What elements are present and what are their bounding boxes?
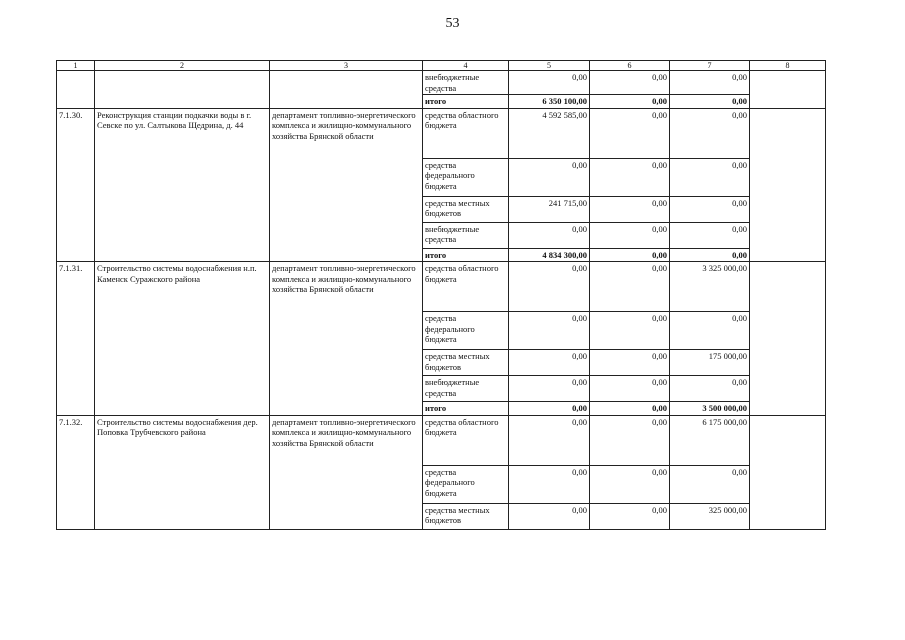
amount-col7: 0,00 xyxy=(670,465,750,503)
item-name-cell xyxy=(95,71,270,109)
amount-col7: 0,00 xyxy=(670,158,750,196)
header-cell: 2 xyxy=(95,61,270,71)
header-cell: 3 xyxy=(270,61,423,71)
amount-col7: 0,00 xyxy=(670,71,750,95)
funding-source: средства федерального бюджета xyxy=(423,465,509,503)
amount-col5: 4 834 300,00 xyxy=(509,248,590,262)
amount-col5: 0,00 xyxy=(509,503,590,529)
header-row xyxy=(57,61,826,71)
funding-source: внебюджетные средства xyxy=(423,222,509,248)
funding-source: итого xyxy=(423,248,509,262)
funding-source: внебюджетные средства xyxy=(423,376,509,402)
amount-col6: 0,00 xyxy=(590,312,670,350)
amount-col7: 0,00 xyxy=(670,108,750,158)
header-cell: 1 xyxy=(57,61,95,71)
amount-col7: 3 325 000,00 xyxy=(670,262,750,312)
header-cell: 4 xyxy=(423,61,509,71)
funding-source: средства местных бюджетов xyxy=(423,350,509,376)
amount-col5: 0,00 xyxy=(509,222,590,248)
funding-source: итого xyxy=(423,402,509,416)
table-row xyxy=(57,71,826,95)
amount-col6: 0,00 xyxy=(590,71,670,95)
amount-col5: 0,00 xyxy=(509,402,590,416)
note-cell xyxy=(750,415,826,529)
item-name: Реконструкция станции подкачки воды в г. Севске по ул. Салтыкова Щедрина, д. 44 xyxy=(95,108,270,262)
amount-col5: 0,00 xyxy=(509,415,590,465)
item-id: 7.1.30. xyxy=(57,108,95,262)
funding-source: средства областного бюджета xyxy=(423,108,509,158)
amount-col6: 0,00 xyxy=(590,248,670,262)
funding-source: средства местных бюджетов xyxy=(423,503,509,529)
item-executor: департамент топливно-энергетического комплекса и жилищно-коммунального хозяйства Брянской области xyxy=(270,262,423,416)
amount-col6: 0,00 xyxy=(590,108,670,158)
item-executor: департамент топливно-энергетического комплекса и жилищно-коммунального хозяйства Брянской области xyxy=(270,415,423,529)
amount-col7: 0,00 xyxy=(670,376,750,402)
funding-source: средства федерального бюджета xyxy=(423,158,509,196)
amount-col6: 0,00 xyxy=(590,503,670,529)
amount-col7: 0,00 xyxy=(670,312,750,350)
header-cell: 7 xyxy=(670,61,750,71)
note-cell xyxy=(750,262,826,416)
amount-col5: 0,00 xyxy=(509,350,590,376)
amount-col7: 0,00 xyxy=(670,222,750,248)
item-id: 7.1.32. xyxy=(57,415,95,529)
amount-col7: 0,00 xyxy=(670,196,750,222)
budget-table xyxy=(56,60,826,530)
amount-col6: 0,00 xyxy=(590,95,670,109)
funding-source: средства областного бюджета xyxy=(423,262,509,312)
amount-col5: 4 592 585,00 xyxy=(509,108,590,158)
amount-col7: 0,00 xyxy=(670,95,750,109)
header-cell: 5 xyxy=(509,61,590,71)
item-executor: департамент топливно-энергетического комплекса и жилищно-коммунального хозяйства Брянской области xyxy=(270,108,423,262)
item-executor-cell xyxy=(270,71,423,109)
table-row xyxy=(57,108,826,158)
header-cell: 8 xyxy=(750,61,826,71)
amount-col6: 0,00 xyxy=(590,262,670,312)
amount-col6: 0,00 xyxy=(590,402,670,416)
amount-col6: 0,00 xyxy=(590,196,670,222)
amount-col7: 175 000,00 xyxy=(670,350,750,376)
amount-col5: 0,00 xyxy=(509,376,590,402)
amount-col6: 0,00 xyxy=(590,465,670,503)
header-cell: 6 xyxy=(590,61,670,71)
amount-col7: 325 000,00 xyxy=(670,503,750,529)
amount-col6: 0,00 xyxy=(590,415,670,465)
amount-col6: 0,00 xyxy=(590,350,670,376)
amount-col6: 0,00 xyxy=(590,158,670,196)
item-name: Строительство системы водоснабжения н.п. Каменск Суражского района xyxy=(95,262,270,416)
table-row xyxy=(57,415,826,465)
note-cell xyxy=(750,71,826,109)
amount-col6: 0,00 xyxy=(590,222,670,248)
amount-col6: 0,00 xyxy=(590,376,670,402)
item-id: 7.1.31. xyxy=(57,262,95,416)
amount-col5: 241 715,00 xyxy=(509,196,590,222)
note-cell xyxy=(750,108,826,262)
funding-source: итого xyxy=(423,95,509,109)
amount-col5: 6 350 100,00 xyxy=(509,95,590,109)
funding-source: внебюджетные средства xyxy=(423,71,509,95)
amount-col7: 6 175 000,00 xyxy=(670,415,750,465)
amount-col5: 0,00 xyxy=(509,312,590,350)
table-row xyxy=(57,262,826,312)
page-number: 53 xyxy=(445,16,460,31)
amount-col7: 3 500 000,00 xyxy=(670,402,750,416)
item-id-cell xyxy=(57,71,95,109)
amount-col5: 0,00 xyxy=(509,262,590,312)
amount-col5: 0,00 xyxy=(509,158,590,196)
item-name: Строительство системы водоснабжения дер. Поповка Трубчевского района xyxy=(95,415,270,529)
funding-source: средства федерального бюджета xyxy=(423,312,509,350)
funding-source: средства местных бюджетов xyxy=(423,196,509,222)
funding-source: средства областного бюджета xyxy=(423,415,509,465)
amount-col5: 0,00 xyxy=(509,71,590,95)
amount-col7: 0,00 xyxy=(670,248,750,262)
amount-col5: 0,00 xyxy=(509,465,590,503)
